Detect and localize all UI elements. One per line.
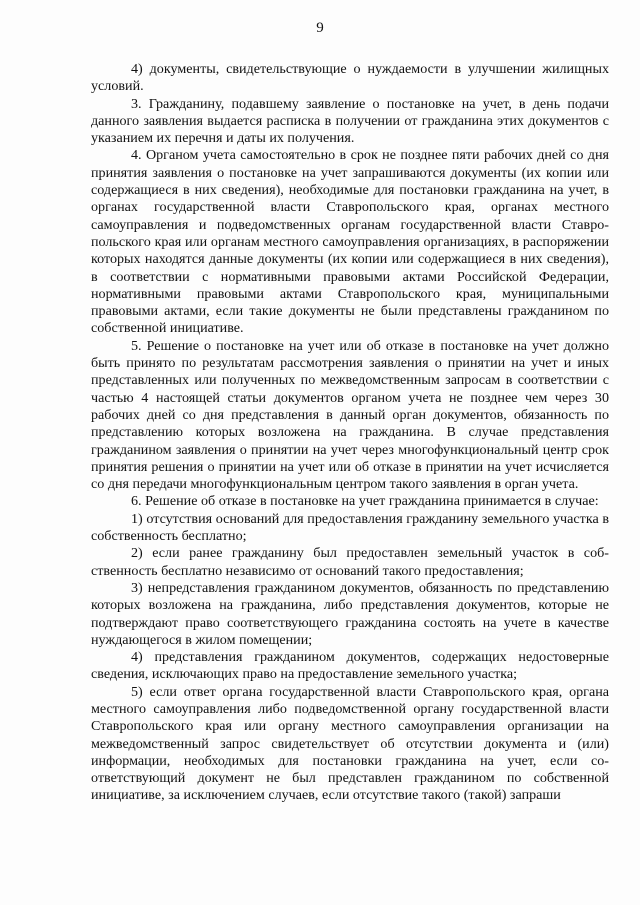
paragraph: 6. Решение об отказе в постановке на учет гражданина принимается в случае: xyxy=(131,493,599,510)
paragraph: 1) отсутствия оснований для предоставления гражданину земельного участка в собственность бесплатно; xyxy=(91,510,609,545)
paragraph: 2) если ранее гражданину был предоставлен земельный участок в собственность бесплатно независимо от оснований такого предоставления; xyxy=(91,545,609,579)
paragraph: 5. Решение о постановке на учет или об отказе в постановке на учет должно быть принято по результатам рассмотрения заявления о принятии на учет и иных представленных или полученных по межведомственным запросам в соответствии с частью 4 настоящей статьи документов органом учета не позднее чем через 30 рабочих дней со дня представления в данный орган документов, обязанность по представлению которых возложена на гражданина. В случае представления гражданином заявления о принятии на учет через многофункциональный центр срок принятия решения о принятии на учет или об отказе в принятии на учет исчисляется со дня передачи многофункциональным центром такого заявления в орган учета. xyxy=(91,337,609,493)
paragraph: 5) если ответ органа государственной власти Ставропольского края, органа местного самоуправления либо подведомственной органу государственной власти Ставропольского края или органу местного самоуправления организации на межведомственный запрос свидетельствует об отсутствии документа и (или) информации, необходимых для постановки гражданина на учет, если соответствующий документ не был представлен гражданином по собственной инициативе, за исключением случаев, если отсутствие такого (такой) запраши xyxy=(91,683,609,804)
page-number: 9 xyxy=(316,20,324,36)
paragraph: 4) представления гражданином документов, содержащих недостоверные сведения, исключающих право на предоставление земельного участка; xyxy=(91,649,609,683)
paragraph: 3. Гражданину, подавшему заявление о постановке на учет, в день подачи данного заявления выдается расписка в получении от гражданина этих документов с указанием их перечня и даты их получения. xyxy=(91,95,609,147)
paragraph: 4) документы, свидетельствующие о нуждаемости в улучшении жилищных условий. xyxy=(91,61,609,95)
paragraph: 4. Органом учета самостоятельно в срок не позднее пяти рабочих дней со дня принятия заявления о постановке на учет запрашиваются документы (их копии или содержащиеся в них сведения), необходимые для постановки гражданина на учет, в органах государственной власти Ставропольского края, органах местного самоуправления и подведомственных органам государственной власти Ставропольского края или органам местного самоуправления организациях, в распоряжении которых находятся данные документы (их копии или содержащиеся в них сведения), в соответствии с нормативными правовыми актами Российской Федерации, нормативными правовыми актами Ставропольского края, муниципальными правовыми актами, если такие документы не были представлены гражданином по собственной инициативе. xyxy=(91,147,609,337)
document-body xyxy=(91,61,609,805)
paragraph: 3) непредставления гражданином документов, обязанность по представлению которых возложена на гражданина, либо представления документов, которые не подтверждают право соответствующего гражданина состоять на учете в качестве нуждающегося в жилом помещении; xyxy=(91,579,609,648)
